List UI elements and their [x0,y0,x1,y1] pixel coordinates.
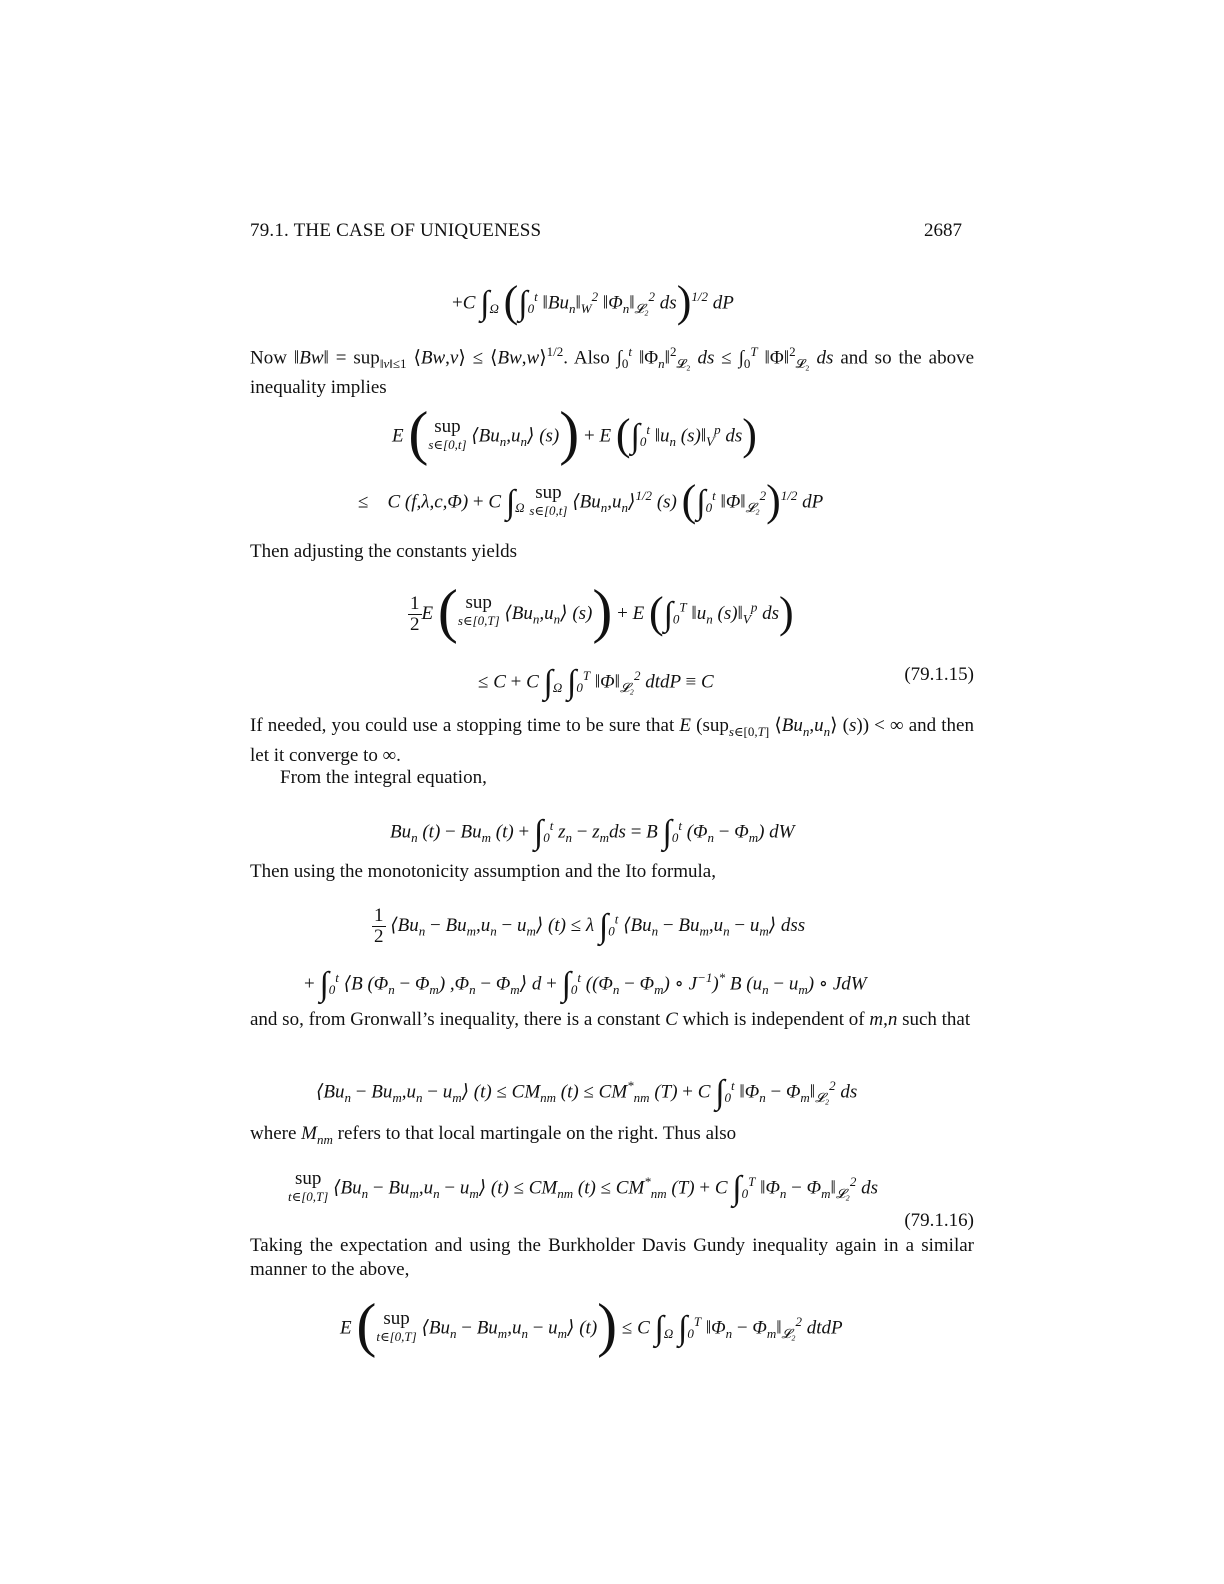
equation-a-line1: E ( sup s∈[0,t] $⟨Bu_n,u_n⟩$ (s)) + E ($\int_0^t$ $‖u_n$ $(s)‖_V^p$ ds) [392,400,757,467]
running-header: 79.1. THE CASE OF UNIQUENESS [250,220,542,241]
equation-g: E ( sup t∈[0,T] $⟨Bu_n - Bu_m,u_n$ − $u_m⟩$ (t)) ≤ C $\int_\Omega$ $\int_0^T$ $‖\Phi_n$ − $\Phi_m‖_{𝓛_2}^2$ dtdP [340,1292,843,1359]
equation-number-15: (79.1.15) [904,664,974,685]
paragraph-8: Taking the expectation and using the Burkholder Davis Gundy inequality again in a similar manner to the above, [250,1235,974,1280]
equation-number-16: (79.1.16) [904,1210,974,1231]
equation-b-line2: ≤ C + C $\int_\Omega$ $\int_0^T$ $‖\Phi‖_{𝓛_2}^2$ dtdP ≡ C [478,664,714,702]
equation-c: $Bu_n$ $(t) - Bu_m$ $(t) + \int_0^t$ $z_n - z_mds = B$ $\int_0^t$ $(\Phi_n - \Phi_m)$ dW [390,814,795,852]
equation-top: +C $\int_\Omega$ ($\int_0^t$ $‖Bu_n‖_W^2$ $‖\Phi_n‖_{𝓛_2}^2$ ds)$^{1/2}$ dP [452,277,734,327]
paragraph-2: Then adjusting the constants yields [250,541,518,562]
paragraph-4: From the integral equation, [280,767,487,788]
equation-d-line1: $\frac{1}{2}$ $⟨Bu_n - Bu_m,u_n$ − $u_m⟩$ (t) ≤ λ $\int_0^t$ $⟨Bu_n - Bu_m,u_n$ − $u_m⟩$ dss [374,905,806,947]
paragraph-6: and so, from Gronwall’s inequality, there is a constant C which is independent of m,n such that [250,1009,971,1030]
equation-f: sup t∈[0,T] $⟨Bu_n - Bu_m,u_n$ − $u_m⟩$ $(t) \le CM_{nm}$ $(t) \le CM^*_{nm}$ (T) + C $\int_0^T$ $‖\Phi_n$ − $\Phi_m‖_{𝓛_2}^2$ ds [288,1168,878,1208]
equation-d-line2: + $\int_0^t$ ⟨B $(\Phi_n - \Phi_m) ,\Phi_n$ − $\Phi_m⟩$ $d + \int_0^t$ ($(\Phi_n - \Phi_m)$ ∘ $J^{-1})^*$ B $(u_n - u_m)$ ∘ JdW [304,966,867,1004]
paragraph-1: Now ‖Bw‖ = sup$_{‖v‖\le 1}$ ⟨Bw,v⟩ ≤ ⟨Bw,w⟩$^{1/2}$. Also $\int_0^t$ $‖\Phi_n‖^2_{𝓛_2}$ ds ≤ $\int_0^T$ ‖Φ‖$^2_{𝓛_2}$ ds and so the above inequality implies [250,344,975,399]
page-number: 2687 [924,220,962,241]
equation-a-line2: ≤ C (f,λ,c,Φ) + C $\int_\Omega$ sup s∈[0,t] $⟨Bu_n,u_n⟩^{1/2}$ (s) ($\int_0^t$ $‖\Phi‖_{𝓛_2}^2)^{1/2}$ dP [358,476,824,526]
equation-e: $⟨Bu_n - Bu_m,u_n$ − $u_m⟩$ $(t) \le CM_{nm}$ $(t) \le CM^*_{nm}$ (T) + C $\int_0^t$ $‖\Phi_n$ − $\Phi_m‖_{𝓛_2}^2$ ds [316,1074,858,1112]
paragraph-3: If needed, you could use a stopping time to be sure that E (sup$_{s\in[0,T]}$ $⟨Bu_n,u_n⟩$ (s)) < ∞ and then let it converge to ∞. [250,715,974,766]
paragraph-7: where $M_{nm}$ refers to that local martingale on the right. Thus also [250,1123,737,1147]
equation-b-line1: $\frac{1}{2}$ E ( sup s∈[0,T] $⟨Bu_n,u_n⟩$ (s)) + E ($\int_0^T$ $‖u_n$ $(s)‖_V^p$ ds) [410,577,794,644]
paragraph-5: Then using the monotonicity assumption and the Ito formula, [250,861,716,882]
